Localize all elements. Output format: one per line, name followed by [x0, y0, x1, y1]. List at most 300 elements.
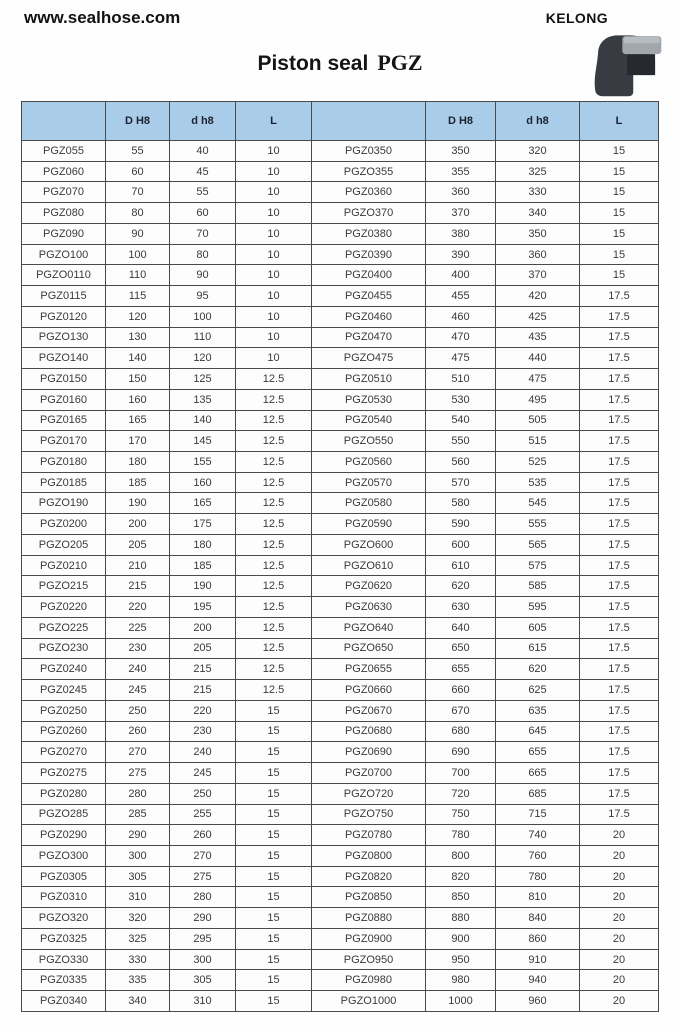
- value-cell: 750: [426, 804, 496, 825]
- value-cell: 17.5: [580, 680, 659, 701]
- value-cell: 400: [426, 265, 496, 286]
- value-cell: 15: [236, 825, 312, 846]
- value-cell: 10: [236, 348, 312, 369]
- value-cell: 505: [496, 410, 580, 431]
- value-cell: 15: [236, 783, 312, 804]
- value-cell: 555: [496, 514, 580, 535]
- model-cell: PGZ0670: [312, 700, 426, 721]
- model-cell: PGZ0820: [312, 866, 426, 887]
- value-cell: 715: [496, 804, 580, 825]
- value-cell: 270: [106, 742, 170, 763]
- model-cell: PGZ0115: [22, 286, 106, 307]
- value-cell: 120: [170, 348, 236, 369]
- model-cell: PGZO475: [312, 348, 426, 369]
- model-cell: PGZO330: [22, 949, 106, 970]
- model-cell: PGZ0290: [22, 825, 106, 846]
- value-cell: 17.5: [580, 783, 659, 804]
- table-row: [22, 203, 659, 224]
- value-cell: 635: [496, 700, 580, 721]
- table-row: [22, 244, 659, 265]
- value-cell: 300: [106, 845, 170, 866]
- value-cell: 290: [170, 908, 236, 929]
- seal-dimensions-table: [21, 101, 659, 1012]
- value-cell: 840: [496, 908, 580, 929]
- value-cell: 17.5: [580, 410, 659, 431]
- value-cell: 55: [106, 141, 170, 162]
- value-cell: 760: [496, 845, 580, 866]
- value-cell: 820: [426, 866, 496, 887]
- table-row: [22, 265, 659, 286]
- value-cell: 17.5: [580, 534, 659, 555]
- table-row: [22, 659, 659, 680]
- value-cell: 195: [170, 597, 236, 618]
- value-cell: 470: [426, 327, 496, 348]
- table-row: [22, 742, 659, 763]
- value-cell: 670: [426, 700, 496, 721]
- value-cell: 645: [496, 721, 580, 742]
- value-cell: 210: [106, 555, 170, 576]
- value-cell: 15: [236, 866, 312, 887]
- model-cell: PGZ0275: [22, 763, 106, 784]
- value-cell: 320: [106, 908, 170, 929]
- model-cell: PGZ0240: [22, 659, 106, 680]
- model-cell: PGZ0880: [312, 908, 426, 929]
- value-cell: 560: [426, 452, 496, 473]
- value-cell: 435: [496, 327, 580, 348]
- table-row: [22, 182, 659, 203]
- value-cell: 250: [170, 783, 236, 804]
- value-cell: 370: [496, 265, 580, 286]
- model-cell: PGZ0510: [312, 369, 426, 390]
- value-cell: 10: [236, 244, 312, 265]
- table-row: [22, 721, 659, 742]
- model-cell: PGZ0620: [312, 576, 426, 597]
- value-cell: 95: [170, 286, 236, 307]
- value-cell: 15: [580, 141, 659, 162]
- table-row: [22, 991, 659, 1012]
- value-cell: 585: [496, 576, 580, 597]
- seal-inner-step-shape: [627, 54, 655, 75]
- model-cell: PGZ0680: [312, 721, 426, 742]
- value-cell: 305: [106, 866, 170, 887]
- model-cell: PGZO300: [22, 845, 106, 866]
- value-cell: 15: [236, 804, 312, 825]
- value-cell: 12.5: [236, 576, 312, 597]
- value-cell: 60: [106, 161, 170, 182]
- model-cell: PGZ0305: [22, 866, 106, 887]
- model-cell: PGZO0110: [22, 265, 106, 286]
- value-cell: 15: [236, 721, 312, 742]
- model-cell: PGZ0260: [22, 721, 106, 742]
- table-row: [22, 763, 659, 784]
- table-row: [22, 970, 659, 991]
- value-cell: 310: [106, 887, 170, 908]
- table-row: [22, 638, 659, 659]
- table-row: [22, 514, 659, 535]
- table-row: [22, 472, 659, 493]
- value-cell: 120: [106, 306, 170, 327]
- table-header-row: [22, 102, 659, 141]
- model-cell: PGZ0655: [312, 659, 426, 680]
- table-row: [22, 700, 659, 721]
- model-cell: PGZ0530: [312, 389, 426, 410]
- value-cell: 160: [170, 472, 236, 493]
- value-cell: 215: [106, 576, 170, 597]
- value-cell: 12.5: [236, 410, 312, 431]
- value-cell: 80: [170, 244, 236, 265]
- model-cell: PGZO355: [312, 161, 426, 182]
- value-cell: 12.5: [236, 431, 312, 452]
- model-cell: PGZO640: [312, 617, 426, 638]
- value-cell: 17.5: [580, 763, 659, 784]
- value-cell: 12.5: [236, 514, 312, 535]
- value-cell: 215: [170, 680, 236, 701]
- value-cell: 10: [236, 161, 312, 182]
- value-cell: 310: [170, 991, 236, 1012]
- page-title-main: Piston seal: [257, 52, 369, 75]
- value-cell: 17.5: [580, 617, 659, 638]
- value-cell: 60: [170, 203, 236, 224]
- value-cell: 390: [426, 244, 496, 265]
- value-cell: 900: [426, 928, 496, 949]
- value-cell: 380: [426, 223, 496, 244]
- value-cell: 15: [580, 203, 659, 224]
- value-cell: 12.5: [236, 369, 312, 390]
- value-cell: 180: [106, 452, 170, 473]
- value-cell: 325: [496, 161, 580, 182]
- model-cell: PGZ0580: [312, 493, 426, 514]
- value-cell: 455: [426, 286, 496, 307]
- value-cell: 20: [580, 970, 659, 991]
- table-row: [22, 369, 659, 390]
- page-title-code: PGZ: [377, 50, 423, 75]
- value-cell: 320: [496, 141, 580, 162]
- value-cell: 665: [496, 763, 580, 784]
- value-cell: 620: [496, 659, 580, 680]
- value-cell: 860: [496, 928, 580, 949]
- value-cell: 630: [426, 597, 496, 618]
- value-cell: 12.5: [236, 472, 312, 493]
- value-cell: 625: [496, 680, 580, 701]
- value-cell: 245: [106, 680, 170, 701]
- value-cell: 780: [496, 866, 580, 887]
- value-cell: 515: [496, 431, 580, 452]
- column-header: L: [236, 102, 312, 141]
- table-row: [22, 804, 659, 825]
- value-cell: 350: [496, 223, 580, 244]
- value-cell: 565: [496, 534, 580, 555]
- value-cell: 190: [170, 576, 236, 597]
- model-cell: PGZ0455: [312, 286, 426, 307]
- table-row: [22, 306, 659, 327]
- value-cell: 15: [236, 928, 312, 949]
- value-cell: 660: [426, 680, 496, 701]
- value-cell: 15: [580, 244, 659, 265]
- value-cell: 12.5: [236, 638, 312, 659]
- model-cell: PGZ0160: [22, 389, 106, 410]
- table-row: [22, 493, 659, 514]
- column-header: D H8: [106, 102, 170, 141]
- value-cell: 17.5: [580, 306, 659, 327]
- value-cell: 12.5: [236, 493, 312, 514]
- model-cell: PGZ060: [22, 161, 106, 182]
- model-cell: PGZ0850: [312, 887, 426, 908]
- column-header: d h8: [170, 102, 236, 141]
- value-cell: 125: [170, 369, 236, 390]
- value-cell: 175: [170, 514, 236, 535]
- table-row: [22, 866, 659, 887]
- model-cell: PGZO140: [22, 348, 106, 369]
- value-cell: 180: [170, 534, 236, 555]
- table-row: [22, 555, 659, 576]
- value-cell: 700: [426, 763, 496, 784]
- value-cell: 145: [170, 431, 236, 452]
- model-cell: PGZO320: [22, 908, 106, 929]
- value-cell: 360: [496, 244, 580, 265]
- value-cell: 220: [106, 597, 170, 618]
- model-cell: PGZ0590: [312, 514, 426, 535]
- value-cell: 1000: [426, 991, 496, 1012]
- page-title: [0, 50, 680, 76]
- value-cell: 360: [426, 182, 496, 203]
- value-cell: 225: [106, 617, 170, 638]
- value-cell: 655: [496, 742, 580, 763]
- piston-seal-cross-section-image: [588, 24, 666, 106]
- model-cell: PGZ0900: [312, 928, 426, 949]
- model-cell: PGZ0690: [312, 742, 426, 763]
- value-cell: 200: [170, 617, 236, 638]
- value-cell: 440: [496, 348, 580, 369]
- value-cell: 55: [170, 182, 236, 203]
- value-cell: 605: [496, 617, 580, 638]
- value-cell: 220: [170, 700, 236, 721]
- value-cell: 90: [170, 265, 236, 286]
- value-cell: 270: [170, 845, 236, 866]
- model-cell: PGZ0700: [312, 763, 426, 784]
- value-cell: 10: [236, 182, 312, 203]
- value-cell: 17.5: [580, 348, 659, 369]
- value-cell: 245: [170, 763, 236, 784]
- table-row: [22, 928, 659, 949]
- table-row: [22, 887, 659, 908]
- value-cell: 425: [496, 306, 580, 327]
- value-cell: 980: [426, 970, 496, 991]
- value-cell: 295: [170, 928, 236, 949]
- value-cell: 12.5: [236, 555, 312, 576]
- table-row: [22, 223, 659, 244]
- value-cell: 17.5: [580, 804, 659, 825]
- value-cell: 335: [106, 970, 170, 991]
- model-cell: PGZ0630: [312, 597, 426, 618]
- value-cell: 510: [426, 369, 496, 390]
- value-cell: 275: [170, 866, 236, 887]
- value-cell: 15: [236, 908, 312, 929]
- value-cell: 205: [170, 638, 236, 659]
- value-cell: 12.5: [236, 597, 312, 618]
- value-cell: 135: [170, 389, 236, 410]
- value-cell: 340: [496, 203, 580, 224]
- value-cell: 475: [496, 369, 580, 390]
- model-cell: PGZO230: [22, 638, 106, 659]
- value-cell: 155: [170, 452, 236, 473]
- model-cell: PGZ0350: [312, 141, 426, 162]
- value-cell: 545: [496, 493, 580, 514]
- model-cell: PGZO225: [22, 617, 106, 638]
- value-cell: 15: [580, 223, 659, 244]
- value-cell: 140: [170, 410, 236, 431]
- value-cell: 12.5: [236, 452, 312, 473]
- value-cell: 300: [170, 949, 236, 970]
- value-cell: 600: [426, 534, 496, 555]
- value-cell: 880: [426, 908, 496, 929]
- value-cell: 595: [496, 597, 580, 618]
- value-cell: 610: [426, 555, 496, 576]
- model-cell: PGZO750: [312, 804, 426, 825]
- model-cell: PGZ0270: [22, 742, 106, 763]
- value-cell: 215: [170, 659, 236, 680]
- value-cell: 305: [170, 970, 236, 991]
- value-cell: 940: [496, 970, 580, 991]
- model-cell: PGZ0340: [22, 991, 106, 1012]
- model-cell: PGZO130: [22, 327, 106, 348]
- value-cell: 540: [426, 410, 496, 431]
- value-cell: 17.5: [580, 721, 659, 742]
- value-cell: 200: [106, 514, 170, 535]
- value-cell: 720: [426, 783, 496, 804]
- value-cell: 20: [580, 991, 659, 1012]
- value-cell: 460: [426, 306, 496, 327]
- value-cell: 650: [426, 638, 496, 659]
- model-cell: PGZ0800: [312, 845, 426, 866]
- value-cell: 17.5: [580, 576, 659, 597]
- model-cell: PGZ070: [22, 182, 106, 203]
- model-cell: PGZ0250: [22, 700, 106, 721]
- value-cell: 15: [236, 742, 312, 763]
- model-cell: PGZ0185: [22, 472, 106, 493]
- table-row: [22, 949, 659, 970]
- value-cell: 17.5: [580, 452, 659, 473]
- value-cell: 17.5: [580, 659, 659, 680]
- value-cell: 285: [106, 804, 170, 825]
- value-cell: 575: [496, 555, 580, 576]
- value-cell: 17.5: [580, 389, 659, 410]
- value-cell: 370: [426, 203, 496, 224]
- value-cell: 160: [106, 389, 170, 410]
- value-cell: 70: [170, 223, 236, 244]
- value-cell: 17.5: [580, 327, 659, 348]
- model-cell: PGZ0540: [312, 410, 426, 431]
- table-row: [22, 348, 659, 369]
- value-cell: 420: [496, 286, 580, 307]
- table-row: [22, 617, 659, 638]
- table-row: [22, 431, 659, 452]
- value-cell: 17.5: [580, 742, 659, 763]
- value-cell: 655: [426, 659, 496, 680]
- model-cell: PGZ0170: [22, 431, 106, 452]
- value-cell: 20: [580, 887, 659, 908]
- value-cell: 330: [496, 182, 580, 203]
- model-cell: PGZO610: [312, 555, 426, 576]
- table-row: [22, 389, 659, 410]
- value-cell: 17.5: [580, 493, 659, 514]
- model-cell: PGZ0570: [312, 472, 426, 493]
- value-cell: 190: [106, 493, 170, 514]
- value-cell: 10: [236, 223, 312, 244]
- model-cell: PGZ0335: [22, 970, 106, 991]
- value-cell: 17.5: [580, 514, 659, 535]
- value-cell: 17.5: [580, 369, 659, 390]
- value-cell: 850: [426, 887, 496, 908]
- table-row: [22, 680, 659, 701]
- model-cell: PGZ0150: [22, 369, 106, 390]
- model-cell: PGZ0470: [312, 327, 426, 348]
- value-cell: 20: [580, 845, 659, 866]
- value-cell: 680: [426, 721, 496, 742]
- value-cell: 280: [170, 887, 236, 908]
- value-cell: 17.5: [580, 431, 659, 452]
- value-cell: 910: [496, 949, 580, 970]
- value-cell: 70: [106, 182, 170, 203]
- model-cell: PGZ080: [22, 203, 106, 224]
- value-cell: 495: [496, 389, 580, 410]
- value-cell: 110: [106, 265, 170, 286]
- value-cell: 100: [106, 244, 170, 265]
- model-cell: PGZ0980: [312, 970, 426, 991]
- model-cell: PGZ0220: [22, 597, 106, 618]
- value-cell: 45: [170, 161, 236, 182]
- value-cell: 325: [106, 928, 170, 949]
- value-cell: 15: [236, 949, 312, 970]
- value-cell: 950: [426, 949, 496, 970]
- model-cell: PGZ0200: [22, 514, 106, 535]
- model-cell: PGZ0660: [312, 680, 426, 701]
- model-cell: PGZ0780: [312, 825, 426, 846]
- value-cell: 255: [170, 804, 236, 825]
- value-cell: 130: [106, 327, 170, 348]
- value-cell: 10: [236, 286, 312, 307]
- value-cell: 12.5: [236, 534, 312, 555]
- model-cell: PGZ055: [22, 141, 106, 162]
- value-cell: 12.5: [236, 659, 312, 680]
- site-url: www.sealhose.com: [24, 8, 181, 27]
- value-cell: 525: [496, 452, 580, 473]
- value-cell: 260: [170, 825, 236, 846]
- model-cell: PGZ0180: [22, 452, 106, 473]
- value-cell: 230: [170, 721, 236, 742]
- column-header: d h8: [496, 102, 580, 141]
- model-cell: PGZO100: [22, 244, 106, 265]
- value-cell: 690: [426, 742, 496, 763]
- value-cell: 800: [426, 845, 496, 866]
- seal-cap-highlight: [624, 37, 660, 43]
- value-cell: 570: [426, 472, 496, 493]
- column-header-empty: [312, 102, 426, 141]
- value-cell: 260: [106, 721, 170, 742]
- model-cell: PGZO205: [22, 534, 106, 555]
- column-header-empty: [22, 102, 106, 141]
- value-cell: 535: [496, 472, 580, 493]
- value-cell: 15: [580, 161, 659, 182]
- table-row: [22, 410, 659, 431]
- model-cell: PGZ0390: [312, 244, 426, 265]
- value-cell: 780: [426, 825, 496, 846]
- value-cell: 12.5: [236, 617, 312, 638]
- model-cell: PGZ0400: [312, 265, 426, 286]
- value-cell: 115: [106, 286, 170, 307]
- value-cell: 240: [170, 742, 236, 763]
- table-row: [22, 141, 659, 162]
- value-cell: 15: [236, 763, 312, 784]
